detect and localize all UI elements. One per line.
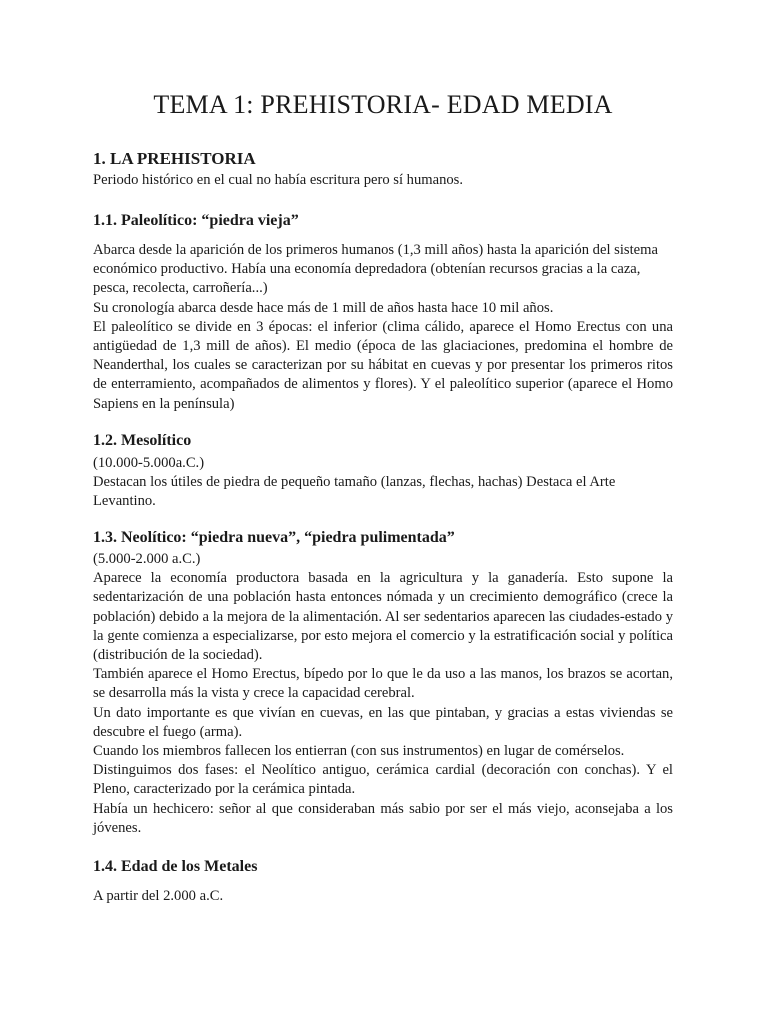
neolitico-paragraph: Distinguimos dos fases: el Neolítico antiguo, cerámica cardial (decoración con conchas). Y el Pleno, caracterizado por la cerámica pintada. bbox=[93, 762, 673, 798]
section-heading-prehistoria: 1. LA PREHISTORIA bbox=[93, 149, 256, 168]
mesolitico-paragraph: Destacan los útiles de piedra de pequeño tamaño (lanzas, flechas, hachas) Destaca el Arte Levantino. bbox=[93, 474, 616, 510]
paleolitico-paragraph: Su cronología abarca desde hace más de 1 mill de años hasta hace 10 mil años. bbox=[93, 299, 554, 316]
mesolitico-dates: (10.000-5.000a.C.) bbox=[93, 455, 205, 471]
section-heading-mesolitico: 1.2. Mesolítico bbox=[93, 432, 192, 449]
intro-paragraph: Periodo histórico en el cual no había escritura pero sí humanos. bbox=[93, 172, 464, 188]
mesolitico-body bbox=[93, 454, 673, 512]
section-heading-paleolitico: 1.1. Paleolítico: “piedra vieja” bbox=[93, 212, 299, 229]
document-title: TEMA 1: PREHISTORIA- EDAD MEDIA bbox=[153, 90, 613, 119]
neolitico-dates: (5.000-2.000 a.C.) bbox=[93, 551, 201, 567]
section-heading-neolitico: 1.3. Neolítico: “piedra nueva”, “piedra pulimentada” bbox=[93, 529, 455, 546]
paleolitico-paragraph: El paleolítico se divide en 3 épocas: el inferior (clima cálido, aparece el Homo Erectus con una antigüedad de 1,3 mill de años). El medio (época de las glaciaciones, predomina el hombre de Neanderthal, los cuales se caracterizan por su hábitat en cuevas y por presentar los primeros ritos de enterramiento, acompañados de alimentos y flores). Y el paleolítico superior (aparece el Homo Sapiens en la península) bbox=[93, 318, 673, 412]
neolitico-paragraph: Aparece la economía productora basada en la agricultura y la ganadería. Esto supone la sedentarización de una población hasta entonces nómada y un crecimiento demográfico (crece la población) debido a la mejora de la alimentación. Al ser sedentarios aparecen las ciudades-estado y la gente comienza a especializarse, por esto mejora el comercio y la estratificación social y política (distribución de la sociedad). bbox=[93, 570, 673, 664]
neolitico-paragraph: También aparece el Homo Erectus, bípedo por lo que le da uso a las manos, los brazos se acortan, se desarrolla más la vista y crece la capacidad cerebral. bbox=[93, 666, 673, 702]
section-intro bbox=[93, 171, 673, 190]
neolitico-body bbox=[93, 550, 673, 838]
metales-body bbox=[93, 887, 673, 906]
metales-paragraph: A partir del 2.000 a.C. bbox=[93, 888, 224, 904]
section-heading-metales: 1.4. Edad de los Metales bbox=[93, 858, 258, 875]
neolitico-paragraph: Cuando los miembros fallecen los entierran (con sus instrumentos) en lugar de comérselos. bbox=[93, 743, 625, 760]
paleolitico-paragraph: Abarca desde la aparición de los primeros humanos (1,3 mill años) hasta la aparición del sistema económico productivo. Había una economía depredadora (obtenían recursos gracias a la caza, pesca, recolecta, carroñería...) bbox=[93, 242, 658, 297]
neolitico-paragraph: Había un hechicero: señor al que consideraban más sabio por ser el más viejo, aconsejaba a los jóvenes. bbox=[93, 800, 673, 836]
paleolitico-body bbox=[93, 241, 673, 414]
neolitico-paragraph: Un dato importante es que vivían en cuevas, en las que pintaban, y gracias a estas viviendas se descubre el fuego (arma). bbox=[93, 704, 673, 740]
